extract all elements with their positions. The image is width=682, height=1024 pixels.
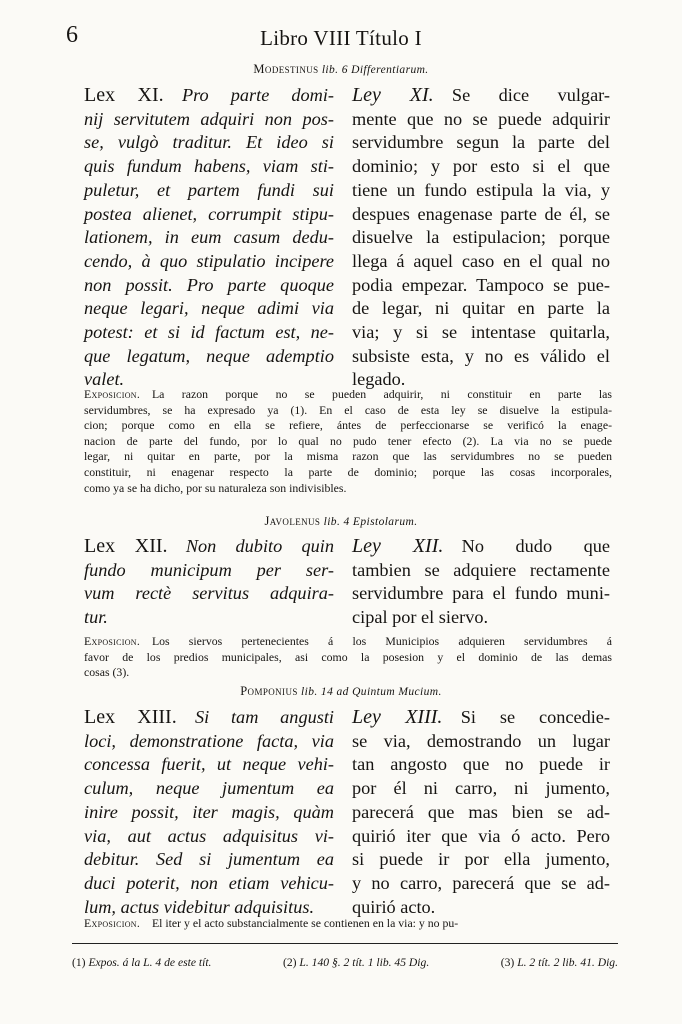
line-text: potest: et si id factum est, ne- [84,322,334,343]
line-text: como ya se ha dicho, por su naturaleza son indivisibles. [84,480,347,495]
line-text: por él ni carro, ni jumento, [352,778,610,799]
line-text: tan angosto que no puede ir [352,754,610,775]
text-line [84,916,612,932]
law-heading: Ley XIII. [352,706,443,728]
source-author: Modestinus [253,62,319,76]
line-text: tur. [84,607,108,628]
line-text: tambien se adquiere rectamente [352,559,610,580]
law-heading: Lex XII. [84,535,168,557]
page-number: 6 [66,22,78,48]
text-line [352,250,610,274]
spanish-text [352,535,610,630]
source-reference: lib. 4 Epistolarum. [323,516,418,528]
text-line [84,434,612,450]
text-line [352,582,610,606]
text-line [352,84,610,108]
line-text: concessa fuerit, ut neque vehi- [84,754,334,775]
text-line [84,179,334,203]
text-line [352,321,610,345]
text-line [84,606,334,630]
text-line [352,226,610,250]
law-heading: Ley XII. [352,535,444,557]
text-line [84,297,334,321]
line-text: legado. [352,369,406,390]
line-text: dominio; y por esto si el que [352,156,610,177]
text-line [352,131,610,155]
line-text: quirió iter que via ó acto. Pero [352,825,610,846]
text-line [352,825,610,849]
latin-text [84,535,334,630]
line-text: servidumbre segun la parte del [352,132,610,153]
footnote: (2) L. 140 §. 2 tít. 1 lib. 45 Dig. [282,956,430,969]
line-text: llega á aquel caso en el qual no [352,250,610,271]
text-line [352,730,610,754]
text-line [84,418,612,434]
text-line [84,131,334,155]
line-text: que legatum, neque ademptio [84,345,334,366]
running-head: Libro VIII Título I [260,26,422,50]
text-line [352,606,610,630]
text-line [84,825,334,849]
text-line [84,634,612,650]
law-heading: Lex XIII. [84,706,177,728]
line-text: No dudo que [461,536,610,556]
text-line [84,665,612,681]
line-text: puletur, et partem fundi sui [84,179,334,200]
text-line [84,777,334,801]
line-text: subsiste esta, y no es válido el [352,345,610,366]
text-line [84,730,334,754]
line-text: via; y si se intentase quitarla, [352,322,610,343]
text-line [84,650,612,666]
line-text: duci poterit, non etiam vehicu- [84,872,334,893]
text-line [84,226,334,250]
source-author: Javolenus [264,514,321,528]
source-reference: lib. 14 ad Quintum Mucium. [301,686,442,698]
text-line [84,403,612,419]
source-citation [0,514,682,529]
line-text: culum, neque jumentum ea [84,778,334,799]
line-text: se, vulgò traditur. Et ideo si [84,132,334,153]
line-text: Si tam angusti [195,707,334,727]
text-line [352,706,610,730]
spanish-text [352,84,610,392]
source-citation [0,62,682,77]
line-text: inire possit, iter magis, quàm [84,801,334,822]
line-text: favor de los predios municipales, asi como la posesion y el dominio de las demas [84,649,612,664]
line-text: lum, actus videbitur adquisitus. [84,896,315,917]
text-line [84,387,612,403]
text-line [352,345,610,369]
text-line [352,274,610,298]
text-line [84,465,612,481]
line-text: constituir, ni enagenar respecto la parte de dominio; porque las cosas incorporales, [84,464,612,479]
line-text: cipal por el siervo. [352,607,489,628]
text-line [352,179,610,203]
text-line [84,274,334,298]
text-line [352,297,610,321]
text-line [84,753,334,777]
line-text: quirió acto. [352,896,436,917]
line-text: Se dice vulgar- [451,85,610,105]
text-line [84,848,334,872]
source-citation [0,684,682,699]
line-text: debitur. Sed si jumentum ea [84,849,334,870]
text-line [84,155,334,179]
line-text: y no carro, parecerá que se ad- [352,872,610,893]
text-line [84,801,334,825]
line-text: valet. [84,369,125,390]
text-line [352,777,610,801]
text-line [84,559,334,583]
text-line [84,481,612,497]
line-text: de legar, ni quitar en parte la [352,298,610,319]
footnote-rule [72,943,618,944]
line-text: Non dubito quin [185,536,334,556]
line-text: podia empezar. Tampoco se pue- [352,274,610,295]
line-text: non possit. Pro parte quoque [84,274,334,295]
law-heading: Ley XI. [352,84,434,106]
text-line [352,753,610,777]
line-text: loci, demonstratione facta, via [84,730,334,751]
text-line [84,321,334,345]
latin-text [84,84,334,392]
text-line [352,801,610,825]
text-line [84,203,334,227]
line-text: cendo, à quo stipulatio incipere [84,250,334,271]
line-text: servidumbres, se ha expresado ya (1). En el caso de esta ley se disuelve la estipula- [84,402,612,417]
line-text: tiene un fundo estipula la via, y [352,179,610,200]
line-text: nij servitutem adquiri non pos- [84,108,334,129]
line-text: mente que no se puede adquirir [352,108,610,129]
text-line [352,559,610,583]
source-reference: lib. 6 Differentiarum. [321,64,429,76]
footnote: (1) Expos. á la L. 4 de este tít. [72,956,212,969]
text-line [352,872,610,896]
source-author: Pomponius [240,684,298,698]
line-text: cosas (3). [84,665,130,680]
text-line [84,345,334,369]
line-text: postea alienet, corrumpit stipu- [84,203,334,224]
text-line [84,582,334,606]
line-text: El iter y el acto substancialmente se contienen en la via: y no pu- [151,916,459,930]
text-line [84,449,612,465]
line-text: La razon porque no se pueden adquirir, ni constituir en parte las [151,387,612,401]
line-text: fundo municipum per ser- [84,559,334,580]
exposicion-paragraph [84,634,612,681]
exposicion-paragraph [84,916,612,932]
law-heading: Lex XI. [84,84,164,106]
text-line [352,108,610,132]
line-text: vum rectè servitus adquira- [84,583,334,604]
spanish-text [352,706,610,919]
text-line [84,535,334,559]
line-text: neque legari, neque adimi via [84,298,334,319]
text-line [84,250,334,274]
line-text: via, aut actus adquisitus vi- [84,825,334,846]
line-text: legar, ni quitar en parte, por la misma razon que las servidumbres no se pueden [84,449,612,464]
line-text: despues enagenase parte de él, se [352,203,610,224]
text-line [84,84,334,108]
text-line [84,108,334,132]
line-text: si puede ir por ella jumento, [352,849,610,870]
line-text: se via, demostrando un lugar [352,730,610,751]
line-text: cion; porque como en ella se refiere, ántes de perfeccionarse se verificó la enage- [84,418,612,433]
law-heading: Exposicion. [84,634,141,648]
line-text: disuelve la estipulacion; porque [352,227,610,248]
text-line [352,155,610,179]
latin-text [84,706,334,919]
footnotes [72,956,618,969]
line-text: parecerá que mas bien se ad- [352,801,610,822]
text-line [84,706,334,730]
footnote: (3) L. 2 tít. 2 lib. 41. Dig. [500,956,618,969]
line-text: lationem, in eum casum dedu- [84,227,334,248]
line-text: servidumbre para el fundo muni- [352,583,610,604]
line-text: Los siervos pertenecientes á los Municipios adquieren servidumbres á [151,634,612,648]
exposicion-paragraph [84,387,612,496]
law-heading: Exposicion. [84,916,141,930]
text-line [352,535,610,559]
text-line [352,848,610,872]
line-text: quis fundum habens, viam sti- [84,156,334,177]
line-text: Si se concedie- [460,707,610,727]
text-line [352,203,610,227]
law-heading: Exposicion. [84,387,141,401]
line-text: Pro parte domi- [181,85,335,105]
text-line [84,872,334,896]
line-text: nacion de parte del fundo, por lo qual no pudo tener efecto (2). La via no se puede [84,433,612,448]
